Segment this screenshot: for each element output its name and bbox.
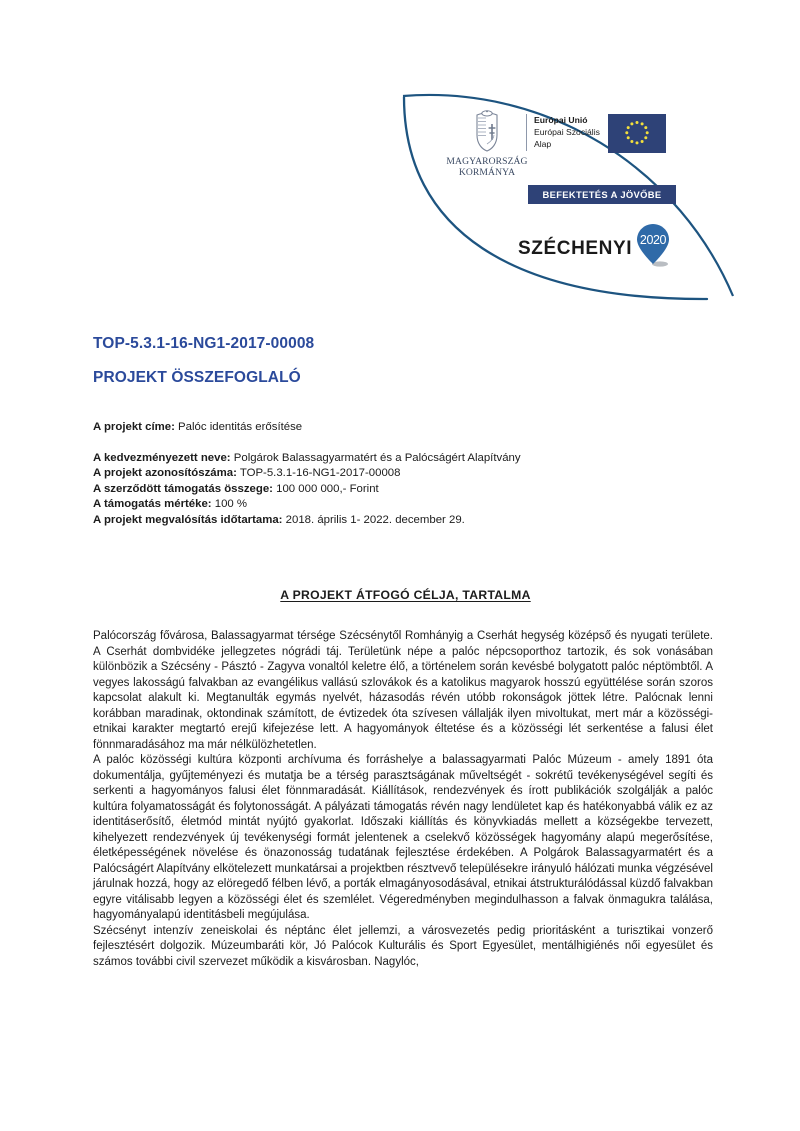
- meta-key: A projekt azonosítószáma:: [93, 467, 237, 480]
- eu-line-1: Európai Unió: [534, 115, 588, 125]
- meta-key: A projekt megvalósítás időtartama:: [93, 513, 283, 526]
- body-text: [93, 629, 713, 970]
- eu-line-2: Európai Szociális: [534, 127, 600, 138]
- meta-key: A szerződött támogatás összege:: [93, 482, 273, 495]
- szechenyi-wordmark: SZÉCHENYI: [518, 237, 633, 259]
- meta-value: 100 %: [211, 498, 248, 511]
- project-id-title: TOP-5.3.1-16-NG1-2017-00008: [93, 335, 315, 352]
- meta-value: Palóc identitás erősítése: [174, 421, 303, 433]
- meta-row: [93, 451, 718, 467]
- meta-row: [93, 513, 718, 529]
- section-heading: [93, 588, 718, 602]
- paragraph: A palóc közösségi kultúra központi archívuma és forráshelye a balassagyarmati Palóc Múzeum - amely 1891 óta dokumentálja, gyűjteményezi és mutatja be a térség parasztságának műveltségét - sokrétű tevékenységével segíti és serkenti a hagyományos falusi élet fönnmaradását. Kiállítások, rendezvények és írott publikációk szolgálják a palóc kultúra folyamatosságát és folytonosságát. A pályázati támogatás révén nagy lendületet kap és hatékonyabbá válik ez az identitáserősítő, életmód mintát nyújtó gyakorlat. Időszaki kiállítás és könyvkiadás mellett a községekbe tervezett, kihelyezett rendezvények új tevékenységi formát jelentenek a cselekvő közösségek hagyomány alapú megerősítése, életképességének növelése és önazonosság tudatának fejlesztése érdekében. A Polgárok Balassagyarmatért és a Palócságért Alapítvány elkötelezett munkatársai a projektben résztvevő településekre irányuló hálózati munka végzésével járulnak hozzá, hogy az elöregedő félben lévő, a porták elmagányosodásával, etnikai átstrukturálódással küzdő falvakban egyre vitálisabb legyen a közösségi élet és szemlélet. Végeredményben megindulhasson a falvak önmagukra találása, hagyományalapú identitásbeli megújulása.: [93, 754, 713, 921]
- szechenyi-2020-logo: [518, 222, 674, 275]
- hungarian-coat-of-arms-icon: [472, 110, 502, 154]
- meta-value: 100 000 000,- Forint: [272, 482, 379, 495]
- eu-flag-icon: [608, 114, 666, 158]
- paragraph: Szécsényt intenzív zeneiskolai és néptánc élet jellemzi, a városvezetés pedig prioritásként a turisztikai vonzerő fejlesztésért dolgozik. Múzeumbaráti kör, Jó Palócok Kulturális és Sport Egyesület, mentálhigiénés női egyesület és számos további civil szervezet működik a kisvárosban. Nagylóc,: [93, 924, 713, 968]
- hungary-emblem-group: [448, 110, 526, 179]
- meta-row: [93, 482, 718, 498]
- meta-value: 2018. április 1- 2022. december 29.: [282, 513, 465, 526]
- meta-key: A kedvezményezett neve:: [93, 451, 231, 464]
- meta-spacer: [93, 436, 718, 451]
- page-title: PROJEKT ÖSSZEFOGLALÓ: [93, 368, 301, 386]
- eu-line-3: Alap: [534, 139, 552, 150]
- meta-value: TOP-5.3.1-16-NG1-2017-00008: [236, 467, 401, 480]
- map-pin-icon: [634, 222, 674, 275]
- european-union-text: [526, 114, 600, 151]
- meta-row: [93, 497, 718, 513]
- hungary-government-label: MAGYARORSZÁG KORMÁNYA: [446, 156, 528, 179]
- paragraph: Palócország fővárosa, Balassagyarmat térsége Szécsénytől Romhányig a Cserhát hegység középső és nyugati területe. A Cserhát dombvidéke jellegzetes nógrádi táj. Területünk népe a palóc népcsoporthoz tartozik, és sok vonásában különbözik a Szécsény - Pásztó - Zagyva vonaltól keletre élő, a történelem során kevésbé bolygatott palóc néptömbtől. A vegyes lakosságú falvakban az evangélikus vallású szlovákok és a katolikus magyarok hosszú együttélése során szoros kapcsolat alakult ki. Megtanulták egymás nyelvét, házasodás révén utóbb rokonságok jöttek létre. Palócnak lenni korábban maradinak, oktondinak számított, de évtizedek óta szívesen vállalják ilyen mivoltukat, mert már a közösségi-etnikai karakter megtartó erejű kifejezése lett. A hagyományok éltetése és a közösségi lét serkentése a falusi élet fönnmaradásához ma már nélkülözhetetlen.: [93, 630, 713, 751]
- meta-row: [93, 420, 718, 436]
- funding-logo-block: [448, 110, 688, 204]
- investing-in-future-banner: BEFEKTETÉS A JÖVŐBE: [528, 185, 676, 204]
- project-meta-block: [93, 420, 718, 529]
- meta-row: [93, 466, 718, 482]
- svg-text:2020: 2020: [640, 233, 667, 247]
- meta-value: Polgárok Balassagyarmatért és a Palócságért Alapítvány: [230, 451, 521, 464]
- section-heading-text: A PROJEKT ÁTFOGÓ CÉLJA, TARTALMA: [280, 588, 531, 602]
- meta-key: A támogatás mértéke:: [93, 498, 212, 511]
- meta-key: A projekt címe:: [93, 421, 175, 433]
- document-title-group: [93, 336, 314, 385]
